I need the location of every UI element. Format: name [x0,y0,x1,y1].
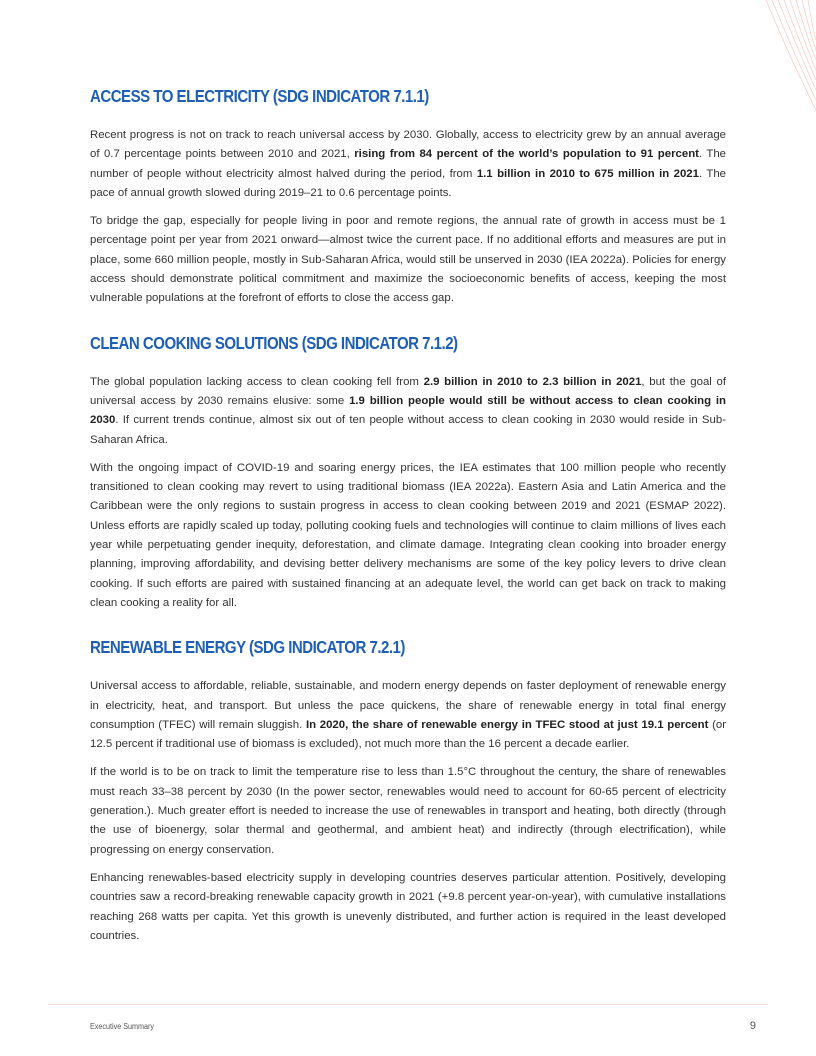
text-run: (or 12.5 percent if traditional use of biomass is excluded), not much more than the 16 percent a decade earlier. [90,718,727,751]
emphasis-text: rising from 84 percent of the world’s population to 91 percent [354,148,699,161]
footer-label: Executive Summary [90,1022,155,1031]
paragraph [90,763,726,859]
section-heading-renewable-energy: RENEWABLE ENERGY (SDG INDICATOR 7.2.1) [90,637,405,658]
text-run: Recent progress is not on track to reach universal access by 2030. Globally, access to electricity grew by an annual average of 0.7 percentage points between 2010 and 2021, [90,129,726,161]
section-heading-clean-cooking: CLEAN COOKING SOLUTIONS (SDG INDICATOR 7.1.2) [90,332,458,353]
paragraph [90,212,726,308]
emphasis-text: 2.9 billion in 2010 to 2.3 billion in 2021 [423,375,642,388]
footer-divider [48,1004,768,1005]
page-number: 9 [749,1020,756,1032]
text-run: . If current trends continue, almost six out of ten people without access to clean cooking in 2030 would reside in Sub-Saharan Africa. [90,414,726,446]
text-run: . The pace of annual growth slowed during 2019–21 to 0.6 percentage points. [90,167,726,199]
text-run: , but the goal of universal access by 2030 remains elusive: some [90,375,726,407]
main-content [90,86,726,946]
text-run: If the world is to be on track to limit the temperature rise to less than 1.5°C throughout the century, the share of renewables must reach 33–38 percent by 2030 (In the power sector, renewables would need to account for 60-65 percent of electricity generation.). Much greater effort is needed to increase the use of renewables in transport and heating, both directly (through the use of bioenergy, solar thermal and geothermal, and ambient heat) and indirectly (through electrification), while progressing on energy conservation. [90,766,726,856]
paragraph [90,459,726,613]
paragraph [90,869,726,946]
paragraph [90,126,726,203]
text-run: Enhancing renewables-based electricity supply in developing countries deserves particular attention. Positively, developing countries saw a record-breaking renewable capacity growth in 2021 (+9.8 percent year-on-year), with cumulative installations reaching 268 watts per capita. Yet this growth is unevenly distributed, and further action is required in the least developed countries. [90,871,726,942]
corner-decoration [746,0,816,130]
text-run: The global population lacking access to clean cooking fell from [90,375,424,388]
emphasis-text: In 2020, the share of renewable energy in TFEC stood at just 19.1 percent [305,718,709,731]
paragraph [90,373,726,450]
paragraph [90,677,726,754]
emphasis-text: 1.1 billion in 2010 to 675 million in 2021 [476,167,699,180]
text-run: To bridge the gap, especially for people living in poor and remote regions, the annual rate of growth in access must be 1 percentage point per year from 2021 onward—almost twice the current pace. If no additional efforts and measures are put in place, some 660 million people, mostly in Sub-Saharan Africa, would still be unserved in 2030 (IEA 2022a). Policies for energy access should demonstrate political commitment and maximize the socioeconomic benefits of access, keeping the most vulnerable populations at the forefront of efforts to close the access gap. [90,215,726,305]
text-run: Universal access to affordable, reliable, sustainable, and modern energy depends on faster deployment of renewable energy in electricity, heat, and transport. But unless the pace quickens, the share of renewable energy in total final energy consumption (TFEC) will remain sluggish. [90,680,726,731]
text-run: . The number of people without electricity almost halved during the period, from [90,148,726,180]
emphasis-text: 1.9 billion people would still be without access to clean cooking in 2030 [90,394,726,427]
section-heading-electricity: ACCESS TO ELECTRICITY (SDG INDICATOR 7.1.1) [90,86,429,106]
text-run: With the ongoing impact of COVID-19 and soaring energy prices, the IEA estimates that 100 million people who recently transitioned to clean cooking may revert to using traditional biomass (IEA 2022a). Eastern Asia and Latin America and the Caribbean were the only regions to sustain progress in access to clean cooking between 2019 and 2021 (ESMAP 2022). Unless efforts are rapidly scaled up today, polluting cooking fuels and technologies will continue to claim millions of lives each year while perpetuating gender inequity, deforestation, and climate damage. Integrating clean cooking into broader energy planning, improving affordability, and devising better delivery mechanisms are some of the key policy levers to drive clean cooking. If such efforts are paired with sustained financing at an adequate level, the world can get back on track to making clean cooking a reality for all. [90,461,726,609]
